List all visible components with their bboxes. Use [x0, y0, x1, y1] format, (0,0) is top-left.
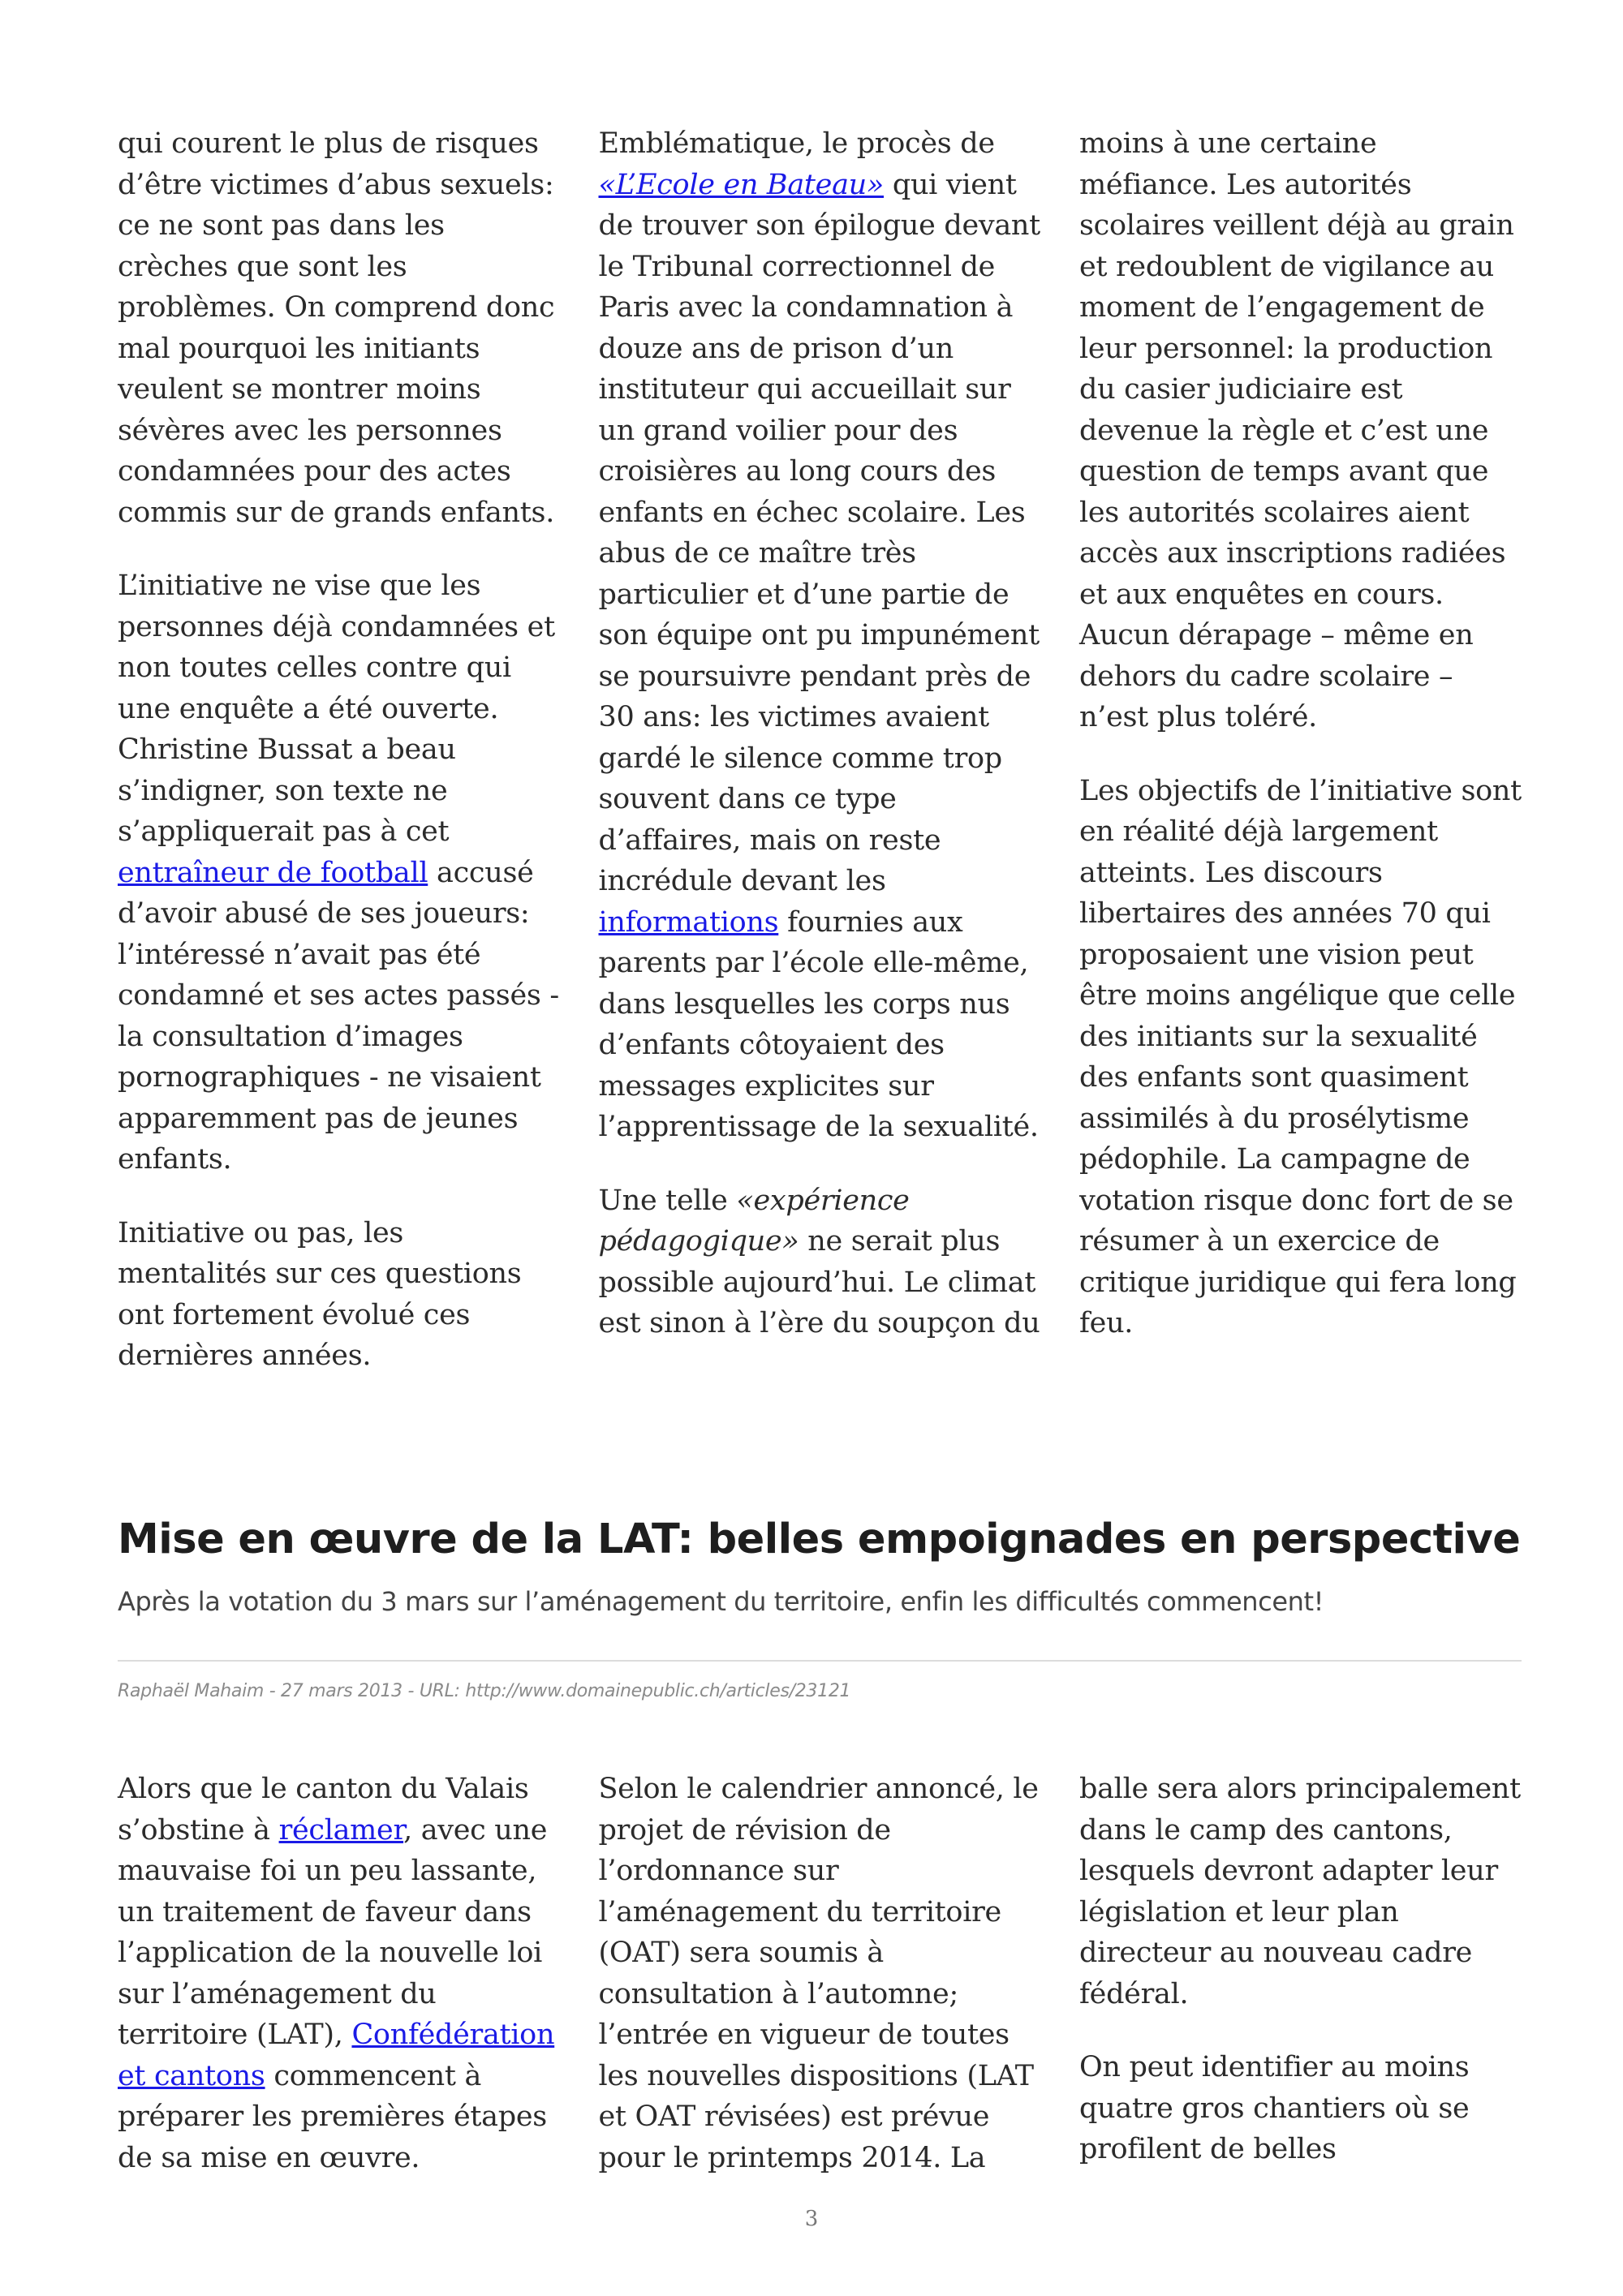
article1-column-3 [1079, 123, 1522, 1377]
paragraph: qui courent le plus de risques d’être victimes d’abus sexuels: ce ne sont pas dans les crèches que sont les problèmes. On comprend donc mal pourquoi les initiants veulent se montrer moins sévères avec les personnes condamnées pour des actes commis sur de grands enfants. [118, 127, 555, 529]
paragraph: Alors que le canton du Valais s’obstine à réclamer, avec une mauvaise foi un peu lassante, un traitement de faveur dans l’application de la nouvelle loi sur l’aménagement du territoire (LAT), Confédération et cantons commencent à préparer les premières étapes de sa mise en œuvre. [118, 1773, 555, 2174]
article-byline: Raphaël Mahaim - 27 mars 2013 - URL: http://www.domainepublic.ch/articles/23121 [118, 1681, 851, 1701]
link-entraineur-de-football[interactable]: entraîneur de football [118, 856, 428, 889]
divider [118, 1660, 1522, 1662]
article1-column-2 [599, 123, 1041, 1377]
article2-column-1 [118, 1769, 560, 2178]
link-reclamer[interactable]: réclamer [278, 1813, 404, 1847]
italic-quote: «expérience pédagogique» [598, 1184, 910, 1258]
paragraph: Emblématique, le procès de «L’Ecole en Bateau» qui vient de trouver son épilogue devant le Tribunal correctionnel de Paris avec la condamnation à douze ans de prison d’un instituteur qui accueillait sur un grand voilier pour des croisières au long cours des enfants en échec scolaire. Les abus de ce maître très particulier et d’une partie de son équipe ont pu impunément se poursuivre pendant près de 30 ans: les victimes avaient gardé le silence comme trop souvent dans ce type d’affaires, mais on reste incrédule devant les informations fournies aux parents par l’école elle-même, dans lesquelles les corps nus d’enfants côtoyaient des messages explicites sur l’apprentissage de la sexualité. [598, 127, 1040, 1143]
page-number: 3 [804, 2207, 819, 2231]
paragraph: balle sera alors principalement dans le camp des cantons, lesquels devront adapter leur législation et leur plan directeur au nouveau cadre fédéral. [1079, 1773, 1521, 2010]
link-confederation-et-cantons[interactable]: Confédération et cantons [118, 2019, 555, 2092]
article2-column-2 [599, 1769, 1041, 2178]
paragraph: Une telle «expérience pédagogique» ne serait plus possible aujourd’hui. Le climat est sinon à l’ère du soupçon du [598, 1184, 1040, 1339]
link-informations[interactable]: informations [598, 905, 779, 939]
article1-columns [118, 123, 1522, 1377]
article1-column-1 [118, 123, 560, 1377]
paragraph: On peut identifier au moins quatre gros chantiers où se profilent de belles [1079, 2051, 1470, 2165]
article-title: Mise en œuvre de la LAT: belles empoignades en perspective [118, 1516, 1521, 1563]
paragraph: Initiative ou pas, les mentalités sur ces questions ont fortement évolué ces dernières années. [118, 1216, 522, 1372]
paragraph: Les objectifs de l’initiative sont en réalité déjà largement atteints. Les discours libertaires des années 70 qui proposaient une vision peut être moins angélique que celle des initiants sur la sexualité des enfants sont quasiment assimilés à du prosélytisme pédophile. La campagne de votation risque donc fort de se résumer à un exercice de critique juridique qui fera long feu. [1079, 774, 1522, 1339]
paragraph: Selon le calendrier annoncé, le projet de révision de l’ordonnance sur l’aménagement du territoire (OAT) sera soumis à consultation à l’automne; l’entrée en vigueur de toutes les nouvelles dispositions (LAT et OAT révisées) est prévue pour le printemps 2014. La [598, 1773, 1039, 2174]
paragraph: L’initiative ne vise que les personnes déjà condamnées et non toutes celles contre qui une enquête a été ouverte. Christine Bussat a beau s’indigner, son texte ne s’appliquerait pas à cet entraîneur de football accusé d’avoir abusé de ses joueurs: l’intéressé n’avait pas été condamné et ses actes passés - la consultation d’images pornographiques - ne visaient apparemment pas de jeunes enfants. [118, 570, 559, 1176]
link-ecole-en-bateau[interactable]: «L’Ecole en Bateau» [598, 168, 885, 201]
article2-column-3 [1079, 1769, 1522, 2178]
article2-columns [118, 1769, 1522, 2178]
article-subtitle: Après la votation du 3 mars sur l’aménagement du territoire, enfin les difficultés commencent! [118, 1586, 1324, 1617]
paragraph: moins à une certaine méfiance. Les autorités scolaires veillent déjà au grain et redoublent de vigilance au moment de l’engagement de leur personnel: la production du casier judiciaire est devenue la règle et c’est une question de temps avant que les autorités scolaires aient accès aux inscriptions radiées et aux enquêtes en cours. Aucun dérapage – même en dehors du cadre scolaire – n’est plus toléré. [1079, 127, 1514, 733]
